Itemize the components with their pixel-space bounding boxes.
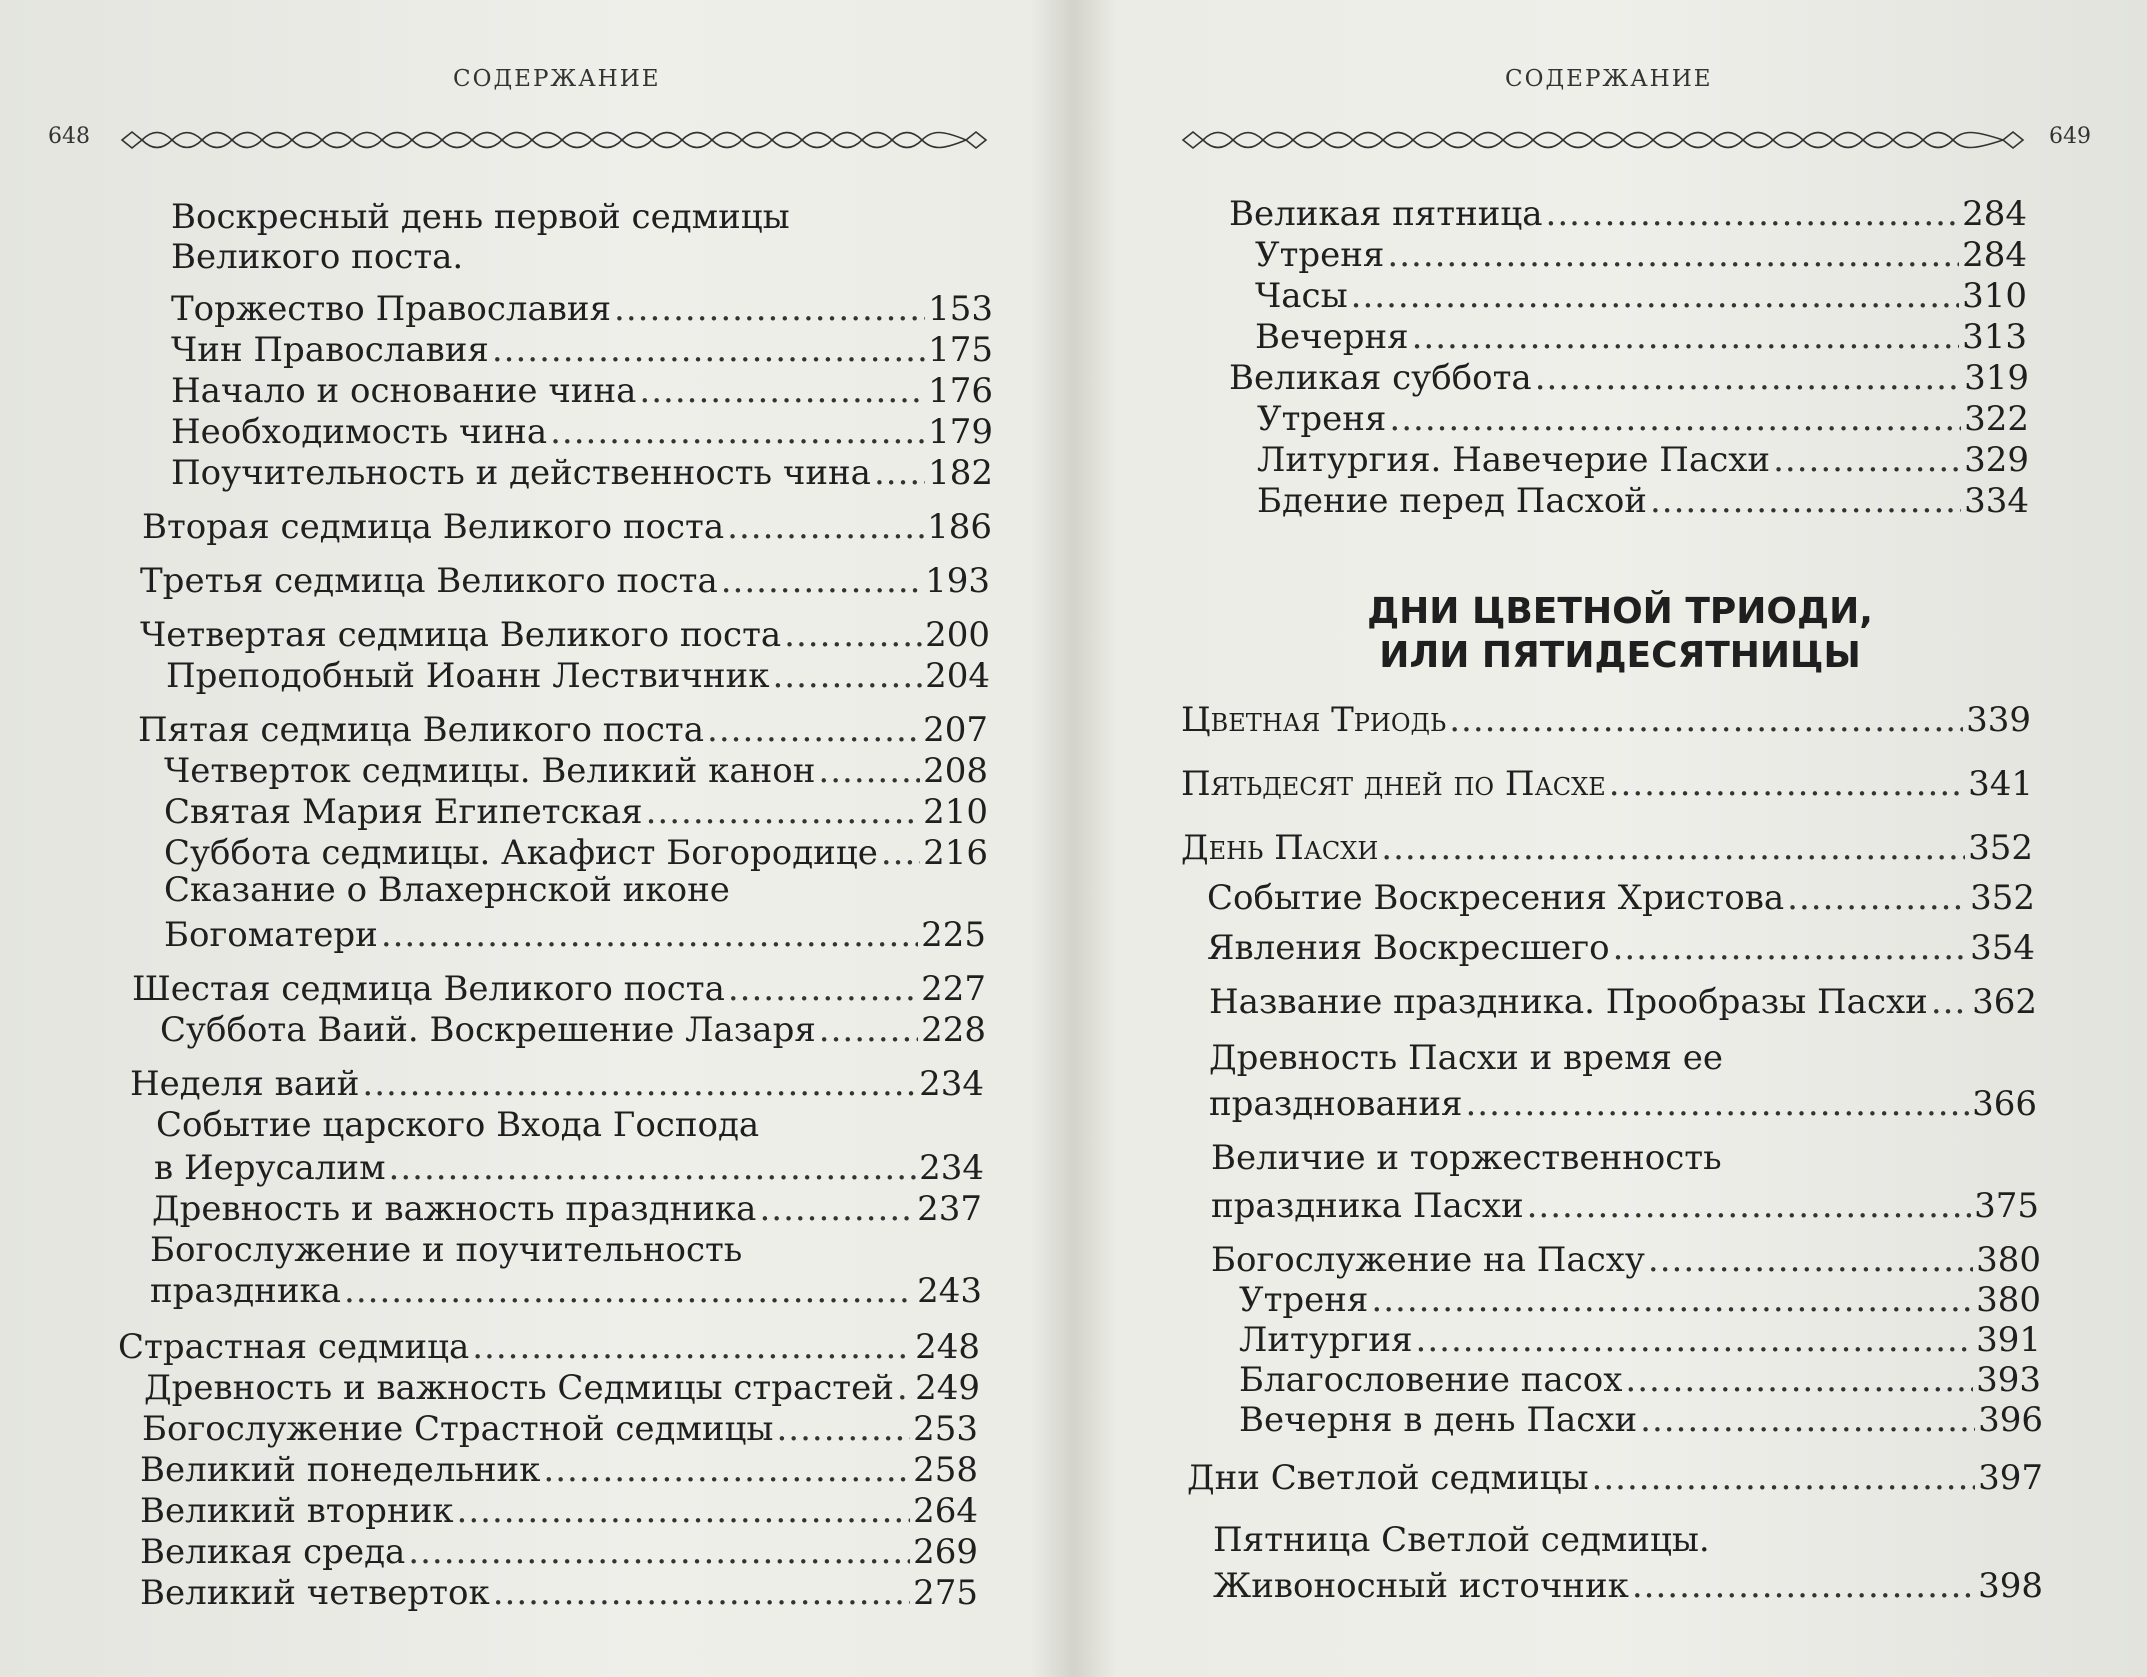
toc-entry[interactable] xyxy=(164,833,988,873)
toc-entry-title: Четвертая седмица Великого поста xyxy=(140,615,782,655)
toc-entry-title: Дни Светлой седмицы xyxy=(1187,1458,1589,1498)
toc-entry-title: Утреня xyxy=(1257,399,1387,439)
toc-entry-page: 398 xyxy=(1978,1566,2043,1606)
toc-entry-title: Древность и важность Седмицы страстей xyxy=(144,1368,894,1408)
toc-entry-page: 380 xyxy=(1976,1280,2041,1320)
section-heading: ИЛИ ПЯТИДЕСЯТНИЦЫ xyxy=(1379,635,1861,676)
toc-entry[interactable] xyxy=(140,1573,978,1613)
toc-entry-page: 227 xyxy=(921,969,986,1009)
toc-entry[interactable] xyxy=(1257,399,2029,439)
toc-entry[interactable] xyxy=(1211,1240,2041,1280)
dot-leader xyxy=(1625,1360,1973,1400)
right-page xyxy=(1077,0,2147,1677)
toc-entry-title: Великая среда xyxy=(140,1532,406,1572)
toc-entry-title: в Иерусалим xyxy=(154,1148,386,1188)
toc-entry[interactable] xyxy=(1209,982,2037,1022)
toc-entry-page: 396 xyxy=(1978,1400,2043,1440)
toc-entry-page: 204 xyxy=(925,656,990,696)
toc-entry-title: Святая Мария Египетская xyxy=(164,792,643,832)
dot-leader xyxy=(1351,276,1959,316)
dot-leader xyxy=(344,1271,914,1311)
dot-leader xyxy=(772,656,922,696)
toc-entry[interactable] xyxy=(140,615,990,655)
toc-entry[interactable] xyxy=(142,1409,978,1449)
toc-entry-page: 354 xyxy=(1970,928,2035,968)
toc-entry-page: 176 xyxy=(928,371,993,411)
toc-entry[interactable] xyxy=(144,1368,980,1408)
dot-leader xyxy=(1773,440,1961,480)
dot-leader xyxy=(543,1450,910,1490)
toc-entry-title: Утреня xyxy=(1239,1280,1369,1320)
toc-entry-title: Суббота Ваий. Воскрешение Лазаря xyxy=(160,1010,816,1050)
toc-entry-title: Шестая седмица Великого поста xyxy=(132,969,725,1009)
toc-entry-title: Благословение пасох xyxy=(1239,1360,1623,1400)
toc-entry-title: День Пасхи xyxy=(1181,828,1379,868)
toc-entry[interactable] xyxy=(1239,1360,2041,1400)
toc-entry[interactable] xyxy=(1181,828,2033,868)
toc-entry[interactable] xyxy=(1207,878,2035,918)
toc-entry-page: 339 xyxy=(1966,700,2031,740)
dot-leader xyxy=(721,561,922,601)
toc-entry[interactable] xyxy=(152,1189,982,1229)
toc-entry[interactable] xyxy=(1239,1400,2043,1440)
dot-leader xyxy=(1931,982,1969,1022)
toc-entry[interactable] xyxy=(1187,1458,2043,1498)
toc-entry-title: Великий четверток xyxy=(140,1573,490,1613)
toc-entry-title: Вечерня xyxy=(1255,317,1409,357)
toc-entry-page: 210 xyxy=(923,792,988,832)
toc-entry-page: 284 xyxy=(1962,235,2027,275)
dot-leader xyxy=(362,1064,916,1104)
toc-entry-page: 243 xyxy=(917,1271,982,1311)
toc-entry-title: Поучительность и действенность чина xyxy=(171,453,871,493)
toc-entry-page: 179 xyxy=(928,412,993,452)
toc-entry[interactable] xyxy=(171,371,993,411)
dot-leader xyxy=(639,371,925,411)
dot-leader xyxy=(1648,1240,1973,1280)
toc-entry-title: Необходимость чина xyxy=(171,412,548,452)
dot-leader xyxy=(1640,1400,1975,1440)
dot-leader xyxy=(1613,928,1968,968)
toc-entry[interactable] xyxy=(140,1532,978,1572)
toc-entry[interactable] xyxy=(140,1491,978,1531)
toc-entry[interactable] xyxy=(1255,317,2027,357)
dot-leader xyxy=(1546,194,1960,234)
toc-entry-title: праздника xyxy=(150,1271,342,1311)
toc-entry-page: 225 xyxy=(921,915,986,955)
toc-entry-page: 269 xyxy=(913,1532,978,1572)
toc-entry[interactable] xyxy=(154,1148,984,1188)
toc-entry-title: Древность и важность праздника xyxy=(152,1189,757,1229)
toc-entry-title: Великий вторник xyxy=(140,1491,454,1531)
toc-entry-title: Пятая седмица Великого поста xyxy=(138,710,705,750)
toc-entry-title: праздника Пасхи xyxy=(1211,1186,1524,1226)
toc-entry[interactable] xyxy=(1209,1084,2037,1124)
section-heading: ДНИ ЦВЕТНОЙ ТРИОДИ, xyxy=(1367,591,1873,632)
toc-entry-page: 322 xyxy=(1964,399,2029,439)
dot-leader xyxy=(389,1148,917,1188)
toc-entry-title: Преподобный Иоанн Лествичник xyxy=(166,656,770,696)
dot-leader xyxy=(646,792,920,832)
dot-leader xyxy=(1381,828,1965,868)
toc-entry-title: Литургия. Навечерие Пасхи xyxy=(1257,440,1771,480)
toc-entry-page: 334 xyxy=(1964,481,2029,521)
dot-leader xyxy=(1592,1458,1976,1498)
toc-entry-page: 253 xyxy=(913,1409,978,1449)
toc-entry-page: 249 xyxy=(915,1368,980,1408)
dot-leader xyxy=(493,1573,910,1613)
toc-entry-page: 341 xyxy=(1968,764,2033,804)
toc-entry-page: 319 xyxy=(1964,358,2029,398)
toc-entry[interactable] xyxy=(1181,764,2033,804)
dot-leader xyxy=(897,1368,912,1408)
toc-entry-title: Торжество Православия xyxy=(171,289,612,329)
toc-entry[interactable] xyxy=(1229,358,2029,398)
page-number: 649 xyxy=(2049,124,2091,149)
toc-entry-page: 366 xyxy=(1972,1084,2037,1124)
dot-leader xyxy=(1389,399,1961,439)
toc-entry-title: Четверток седмицы. Великий канон xyxy=(164,751,816,791)
toc-entry[interactable] xyxy=(138,710,988,750)
toc-entry[interactable] xyxy=(1181,700,2031,740)
toc-entry-title: Утреня xyxy=(1255,235,1385,275)
toc-entry[interactable] xyxy=(171,289,993,329)
dot-leader xyxy=(1449,700,1963,740)
toc-entry-title: Вторая седмица Великого поста xyxy=(142,507,725,547)
toc-entry-title: Богослужение на Пасху xyxy=(1211,1240,1645,1280)
dot-leader xyxy=(550,412,925,452)
toc-entry[interactable] xyxy=(1257,481,2029,521)
dot-leader xyxy=(1632,1566,1975,1606)
dot-leader xyxy=(1609,764,1965,804)
toc-entry-page: 216 xyxy=(923,833,988,873)
toc-entry-title: Событие Воскресения Христова xyxy=(1207,878,1785,918)
dot-leader xyxy=(1371,1280,1973,1320)
dot-leader xyxy=(1416,1320,1974,1360)
toc-line: Сказание о Влахернской иконе xyxy=(164,870,730,910)
toc-entry-title: Название праздника. Прообразы Пасхи xyxy=(1209,982,1928,1022)
toc-entry-title: Начало и основание чина xyxy=(171,371,637,411)
toc-entry-page: 175 xyxy=(928,330,993,370)
toc-entry[interactable] xyxy=(140,561,990,601)
dot-leader xyxy=(728,969,918,1009)
toc-entry-title: Явления Воскресшего xyxy=(1207,928,1610,968)
toc-line: Пятница Светлой седмицы. xyxy=(1213,1520,1710,1560)
dot-leader xyxy=(1412,317,1960,357)
toc-entry[interactable] xyxy=(1255,276,2027,316)
toc-entry[interactable] xyxy=(142,507,992,547)
toc-line: Древность Пасхи и время ее xyxy=(1209,1038,1724,1078)
toc-entry-page: 391 xyxy=(1976,1320,2041,1360)
dot-leader xyxy=(492,330,925,370)
toc-entry-page: 153 xyxy=(928,289,993,329)
dot-leader xyxy=(1787,878,1967,918)
toc-entry-title: Суббота седмицы. Акафист Богородице xyxy=(164,833,878,873)
dot-leader xyxy=(784,615,922,655)
toc-entry-page: 248 xyxy=(915,1327,980,1367)
dot-leader xyxy=(1650,481,1961,521)
toc-entry[interactable] xyxy=(171,330,993,370)
dot-leader xyxy=(1535,358,1961,398)
toc-entry-page: 237 xyxy=(917,1189,982,1229)
toc-entry-title: Вечерня в день Пасхи xyxy=(1239,1400,1638,1440)
toc-entry-title: Великий понедельник xyxy=(140,1450,541,1490)
dot-leader xyxy=(1466,1084,1970,1124)
toc-entry-title: Литургия xyxy=(1239,1320,1413,1360)
toc-entry[interactable] xyxy=(164,792,988,832)
toc-entry-title: Богослужение Страстной седмицы xyxy=(142,1409,774,1449)
toc-entry-page: 393 xyxy=(1976,1360,2041,1400)
toc-entry[interactable] xyxy=(1257,440,2029,480)
dot-leader xyxy=(1387,235,1959,275)
toc-entry-page: 275 xyxy=(913,1573,978,1613)
toc-entry[interactable] xyxy=(140,1450,978,1490)
toc-entry-title: Цветная Триодь xyxy=(1181,700,1447,740)
toc-entry[interactable] xyxy=(171,453,993,493)
toc-entry-page: 234 xyxy=(919,1064,984,1104)
toc-entry-title: Великая суббота xyxy=(1229,358,1532,398)
toc-line: Событие царского Входа Господа xyxy=(156,1105,760,1145)
running-head: СОДЕРЖАНИЕ xyxy=(453,66,661,92)
toc-entry-title: Третья седмица Великого поста xyxy=(140,561,718,601)
dot-leader xyxy=(874,453,925,493)
toc-entry-page: 207 xyxy=(923,710,988,750)
toc-entry-title: Богоматери xyxy=(164,915,378,955)
dot-leader xyxy=(819,1010,918,1050)
dot-leader xyxy=(818,751,920,791)
toc-entry-page: 397 xyxy=(1978,1458,2043,1498)
dot-leader xyxy=(881,833,920,873)
toc-entry-title: Пятьдесят дней по Пасхе xyxy=(1181,764,1606,804)
toc-entry-title: Неделя ваий xyxy=(130,1064,360,1104)
toc-entry-page: 182 xyxy=(928,453,993,493)
toc-entry-title: празднования xyxy=(1209,1084,1463,1124)
toc-entry-page: 200 xyxy=(925,615,990,655)
toc-entry[interactable] xyxy=(1211,1186,2039,1226)
toc-entry-page: 352 xyxy=(1968,828,2033,868)
toc-entry[interactable] xyxy=(1239,1280,2041,1320)
toc-entry[interactable] xyxy=(150,1271,982,1311)
dot-leader xyxy=(457,1491,911,1531)
dot-leader xyxy=(776,1409,910,1449)
toc-entry-title: Страстная седмица xyxy=(118,1327,470,1367)
toc-entry[interactable] xyxy=(164,751,988,791)
toc-entry-title: Живоносный источник xyxy=(1213,1566,1629,1606)
toc-entry-title: Чин Православия xyxy=(171,330,489,370)
toc-entry-page: 329 xyxy=(1964,440,2029,480)
toc-entry-title: Великая пятница xyxy=(1229,194,1543,234)
toc-entry-page: 193 xyxy=(925,561,990,601)
table-of-contents xyxy=(1077,0,2147,1677)
dot-leader xyxy=(759,1189,914,1229)
running-head: СОДЕРЖАНИЕ xyxy=(1505,66,1713,92)
toc-entry-page: 258 xyxy=(913,1450,978,1490)
toc-entry-page: 362 xyxy=(1972,982,2037,1022)
toc-line: Богослужение и поучительность xyxy=(150,1230,743,1270)
toc-entry[interactable] xyxy=(166,656,990,696)
toc-entry[interactable] xyxy=(171,412,993,452)
dot-leader xyxy=(472,1327,912,1367)
toc-entry[interactable] xyxy=(1207,928,2035,968)
toc-entry[interactable] xyxy=(1239,1320,2041,1360)
dot-leader xyxy=(381,915,918,955)
toc-entry[interactable] xyxy=(118,1327,980,1367)
toc-entry[interactable] xyxy=(1255,235,2027,275)
toc-entry-page: 264 xyxy=(913,1491,978,1531)
toc-entry-title: Бдение перед Пасхой xyxy=(1257,481,1647,521)
toc-entry-page: 186 xyxy=(927,507,992,547)
toc-entry-page: 284 xyxy=(1962,194,2027,234)
toc-entry[interactable] xyxy=(164,915,986,955)
toc-entry-page: 380 xyxy=(1976,1240,2041,1280)
dot-leader xyxy=(408,1532,910,1572)
page-number: 648 xyxy=(48,124,90,149)
toc-entry[interactable] xyxy=(1229,194,2027,234)
table-of-contents xyxy=(0,0,1070,1677)
toc-line: Великого поста. xyxy=(171,237,464,277)
toc-entry-page: 234 xyxy=(919,1148,984,1188)
toc-entry-page: 313 xyxy=(1962,317,2027,357)
toc-entry-title: Часы xyxy=(1255,276,1348,316)
dot-leader xyxy=(1527,1186,1971,1226)
toc-line: Величие и торжественность xyxy=(1211,1138,1722,1178)
toc-entry-page: 228 xyxy=(921,1010,986,1050)
toc-line: Воскресный день первой седмицы xyxy=(171,197,790,237)
left-page xyxy=(0,0,1070,1677)
dot-leader xyxy=(614,289,925,329)
dot-leader xyxy=(727,507,924,547)
toc-entry[interactable] xyxy=(1213,1566,2043,1606)
toc-entry-page: 208 xyxy=(923,751,988,791)
toc-entry-page: 352 xyxy=(1970,878,2035,918)
toc-entry[interactable] xyxy=(130,1064,984,1104)
toc-entry-page: 375 xyxy=(1974,1186,2039,1226)
toc-entry-page: 310 xyxy=(1962,276,2027,316)
toc-entry[interactable] xyxy=(160,1010,986,1050)
dot-leader xyxy=(707,710,920,750)
toc-entry[interactable] xyxy=(132,969,986,1009)
